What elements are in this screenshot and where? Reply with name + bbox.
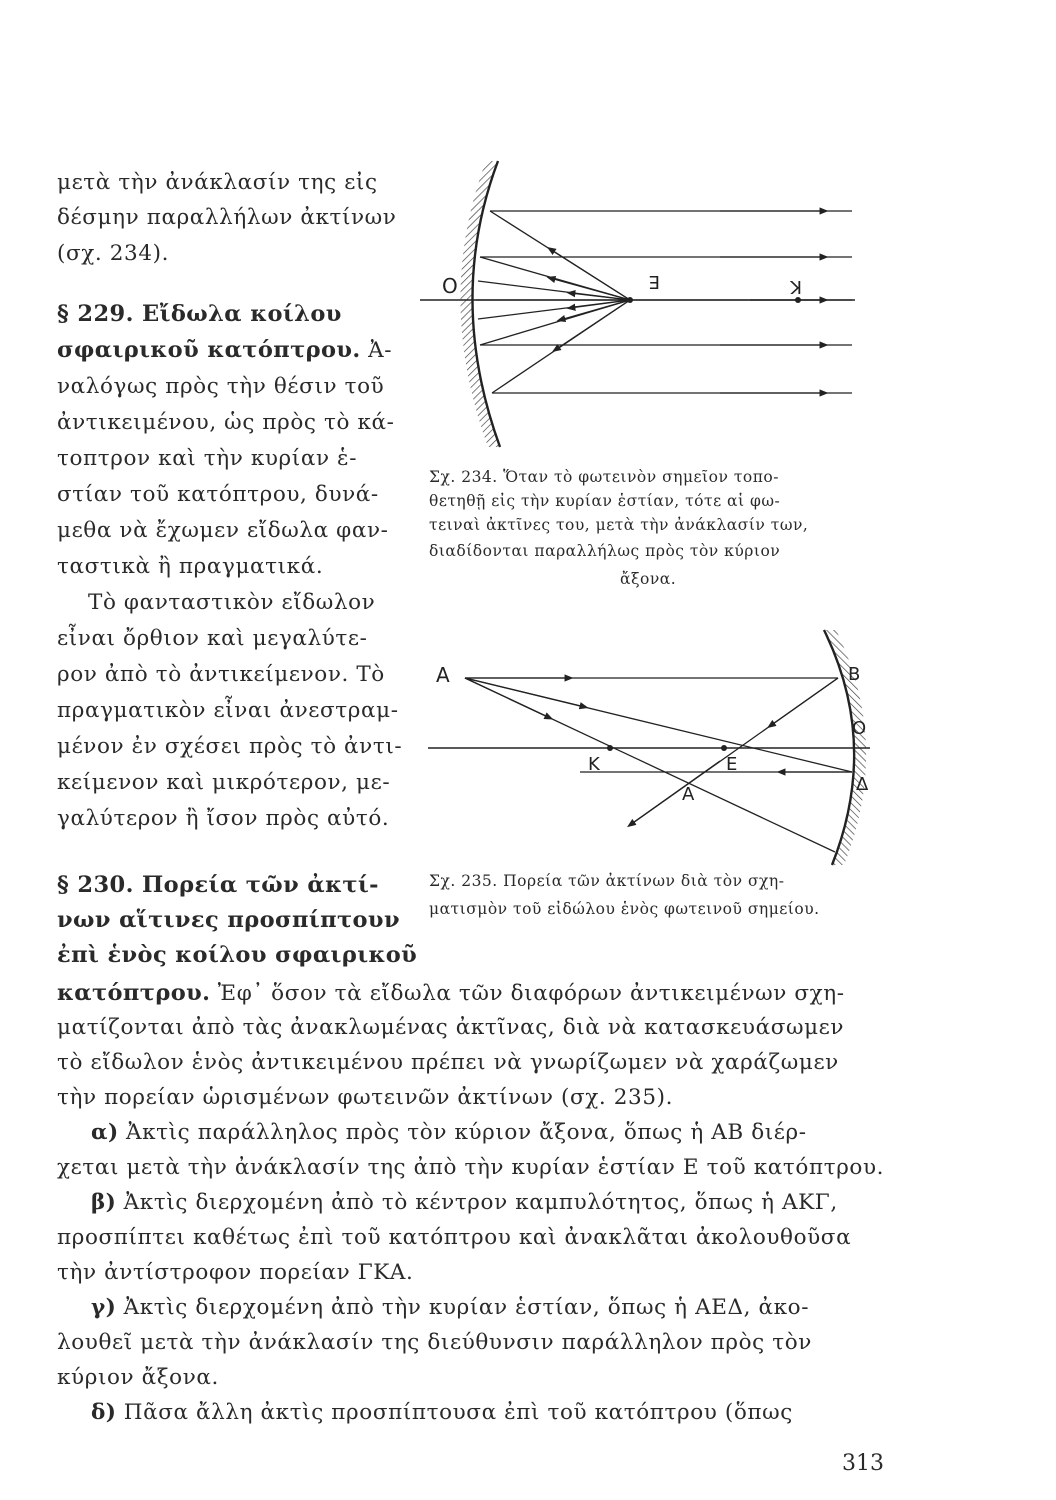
body-line: κείμενον καὶ μικρότερον, με- (57, 770, 391, 795)
item-gamma: γ) Ἀκτὶς διερχομένη ἀπὸ τὴν κυρίαν ἑστίαν, ὅπως ἡ ΑΕΔ, ἀκο- (91, 1295, 810, 1320)
label-O: Ο (852, 718, 867, 739)
page-number: 313 (842, 1451, 884, 1476)
body-line: στίαν τοῦ κατόπτρου, δυνά- (57, 482, 379, 507)
text-line: προσπίπτει καθέτως ἐπὶ τοῦ κατόπτρου καὶ ἀνακλᾶται ἀκολουθοῦσα (57, 1225, 852, 1250)
figure-234-caption: Σχ. 234. Ὅταν τὸ φωτεινὸν σημεῖον τοπο- (429, 468, 779, 486)
section-230-heading: νων αἵτινες προσπίπτουν (57, 907, 400, 933)
figure-235-diagram (420, 620, 880, 870)
label-Delta: Δ (856, 774, 869, 795)
figure-234-diagram (420, 155, 860, 455)
text-line: ματίζονται ἀπὸ τὰς ἀνακλωμένας ἀκτῖνας, διὰ νὰ κατασκευάσωμεν (57, 1015, 845, 1040)
body-line: μένον ἐν σχέσει πρὸς τὸ ἀντι- (57, 734, 403, 759)
figure-234-caption: θετηθῇ εἰς τὴν κυρίαν ἑστίαν, τότε αἱ φω- (429, 492, 781, 510)
body-line: ρον ἀπὸ τὸ ἀντικείμενον. Τὸ (57, 662, 385, 687)
section-230-heading: § 230. Πορεία τῶν ἀκτί- (57, 872, 379, 898)
section-230-heading: ἐπὶ ἑνὸς κοίλου σφαιρικοῦ (57, 942, 418, 968)
body-line: μεθα νὰ ἔχωμεν εἴδωλα φαν- (57, 518, 389, 543)
body-line: ναλόγως πρὸς τὴν θέσιν τοῦ (57, 374, 385, 399)
figure-235-caption: ματισμὸν τοῦ εἰδώλου ἑνὸς φωτεινοῦ σημείου. (429, 900, 820, 918)
label-A: Α (436, 663, 450, 687)
text-line: χεται μετὰ τὴν ἀνάκλασίν της ἀπὸ τὴν κυρίαν ἑστίαν Ε τοῦ κατόπτρου. (57, 1155, 885, 1180)
intro-line: (σχ. 234). (57, 241, 170, 266)
body-line: ταστικὰ ἢ πραγματικά. (57, 554, 324, 579)
text-line: τὴν ἀντίστροφον πορείαν ΓΚΑ. (57, 1260, 414, 1285)
body-line: τοπτρον καὶ τὴν κυρίαν ἑ- (57, 446, 358, 471)
text-line: τὴν πορείαν ὡρισμένων φωτεινῶν ἀκτίνων (σχ. 235). (57, 1085, 674, 1110)
label-O: O (442, 274, 458, 298)
section-229-heading-line2: σφαιρικοῦ κατόπτρου. Ἀ- (57, 337, 393, 363)
text-line: κύριον ἄξονα. (57, 1365, 219, 1390)
body-line: εἶναι ὄρθιον καὶ μεγαλύτε- (57, 626, 368, 651)
label-E: Ε (726, 754, 738, 775)
intro-line: μετὰ τὴν ἀνάκλασίν της εἰς (57, 170, 378, 195)
item-delta: δ) Πᾶσα ἄλλη ἀκτὶς προσπίπτουσα ἐπὶ τοῦ κατόπτρου (ὅπως (91, 1400, 793, 1425)
text-line: λουθεῖ μετὰ τὴν ἀνάκλασίν της διεύθυνσιν παράλληλον πρὸς τὸν (57, 1330, 812, 1355)
intro-line: δέσμην παραλλήλων ἀκτίνων (57, 205, 397, 230)
body-line: γαλύτερον ἢ ἴσον πρὸς αὐτό. (57, 806, 390, 831)
label-K: Κ (790, 276, 802, 297)
label-B: Β (848, 664, 861, 685)
label-A2: Α (682, 784, 695, 805)
section-229-heading: § 229. Εἴδωλα κοίλου (57, 301, 342, 327)
figure-234-caption: τειναὶ ἀκτῖνες του, μετὰ τὴν ἀνάκλασίν των, (429, 516, 809, 534)
figure-235-caption: Σχ. 235. Πορεία τῶν ἀκτίνων διὰ τὸν σχη- (429, 872, 785, 890)
label-E: Ε (648, 271, 660, 292)
body-line: ἀντικειμένου, ὡς πρὸς τὸ κά- (57, 410, 395, 435)
item-alpha: α) Ἀκτὶς παράλληλος πρὸς τὸν κύριον ἄξονα, ὅπως ἡ ΑΒ διέρ- (91, 1120, 807, 1145)
figure-234-caption: ἄξονα. (620, 570, 677, 588)
mirror-hatching (460, 161, 500, 447)
text-line: κατόπτρου. Ἐφ᾽ ὅσον τὰ εἴδωλα τῶν διαφόρων ἀντικειμένων σχη- (57, 980, 845, 1006)
text-line: τὸ εἴδωλον ἑνὸς ἀντικειμένου πρέπει νὰ γνωρίζωμεν νὰ χαράζωμεν (57, 1050, 839, 1075)
body-line: Τὸ φανταστικὸν εἴδωλον (88, 590, 376, 615)
figure-234-caption: διαδίδονται παραλλήλως πρὸς τὸν κύριον (429, 542, 781, 560)
body-line: πραγματικὸν εἶναι ἀνεστραμ- (57, 698, 399, 723)
label-K: Κ (588, 754, 600, 775)
item-beta: β) Ἀκτὶς διερχομένη ἀπὸ τὸ κέντρον καμπυλότητος, ὅπως ἡ ΑΚΓ, (91, 1190, 838, 1215)
